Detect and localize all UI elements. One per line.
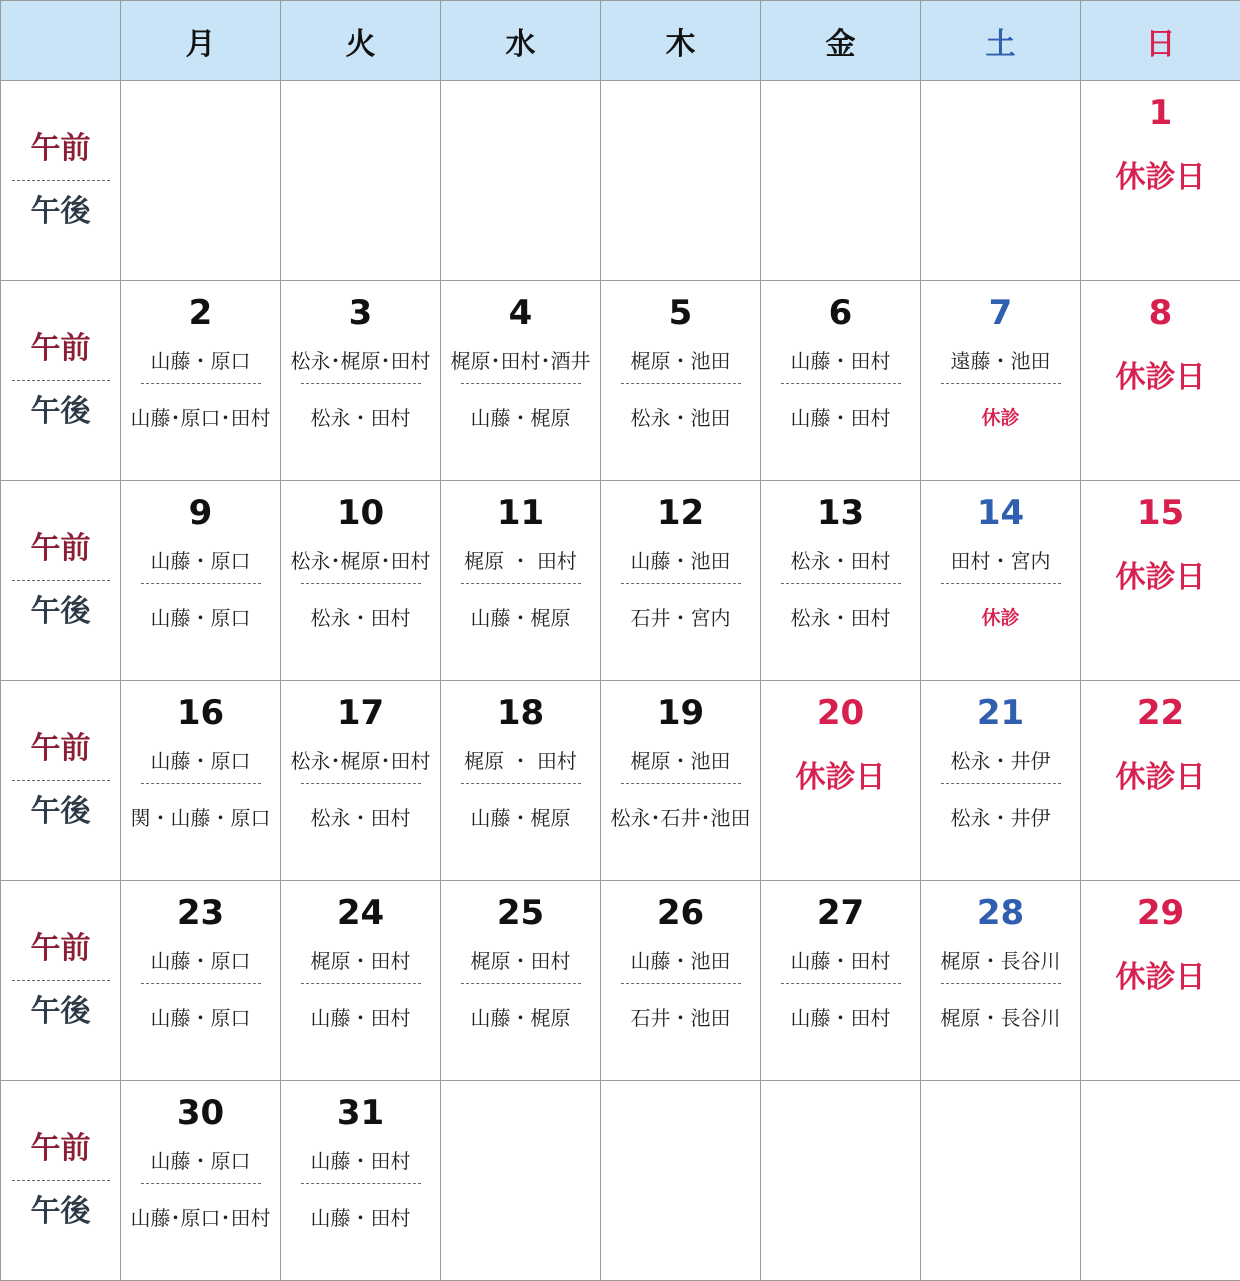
week-row (1, 481, 1240, 681)
row-label (1, 281, 120, 480)
day-cell (281, 481, 441, 681)
row-label-divider (12, 780, 110, 781)
date-number: 26 (656, 893, 705, 933)
am-doctors: 山藤・原口 (150, 749, 251, 773)
date-number: 1 (1148, 93, 1173, 133)
pm-doctors: 松永･石井･池田 (610, 806, 751, 830)
am-doctors: 山藤・田村 (310, 1149, 411, 1173)
empty-day-cell (121, 81, 281, 281)
pm-doctors: 松永・田村 (310, 606, 411, 630)
date-number: 14 (976, 493, 1025, 533)
closed-day (1081, 881, 1240, 1080)
am-doctors: 松永･梶原･田村 (290, 549, 431, 573)
empty-day-cell (601, 1081, 761, 1281)
pm-doctors: 山藤・田村 (790, 1006, 891, 1030)
closed-day-label: 休診日 (1115, 760, 1206, 795)
day-cell (121, 881, 281, 1081)
open-day (601, 881, 760, 1080)
day-cell (1081, 281, 1240, 481)
closed-day (1081, 281, 1240, 480)
row-label-cell (1, 281, 121, 481)
pm-doctors: 石井・宮内 (630, 606, 731, 630)
week-row (1, 881, 1240, 1081)
pm-doctors: 休診 (981, 407, 1020, 429)
pm-doctors: 松永・池田 (630, 406, 731, 430)
date-number: 27 (816, 893, 865, 933)
am-label: 午前 (30, 1131, 91, 1166)
date-number: 30 (176, 1093, 225, 1133)
am-doctors: 梶原 ・ 田村 (464, 549, 577, 573)
am-doctors: 山藤・原口 (150, 949, 251, 973)
day-cell (441, 881, 601, 1081)
am-pm-divider (941, 583, 1061, 584)
pm-doctors: 松永・田村 (310, 406, 411, 430)
row-label-divider (12, 980, 110, 981)
am-doctors: 梶原･田村･酒井 (450, 349, 591, 373)
empty-day-cell (761, 81, 921, 281)
open-day (441, 681, 600, 880)
am-doctors: 松永・井伊 (950, 749, 1051, 773)
day-cell (601, 281, 761, 481)
open-day (281, 481, 440, 680)
open-day (281, 881, 440, 1080)
date-number: 17 (336, 693, 385, 733)
weekday-header-row (1, 1, 1240, 81)
header-day-wed: 水 (441, 1, 601, 81)
date-number: 16 (176, 693, 225, 733)
pm-label: 午後 (30, 394, 91, 429)
closed-day-label: 休診日 (795, 760, 886, 795)
am-doctors: 松永･梶原･田村 (290, 749, 431, 773)
empty-day-cell (441, 81, 601, 281)
am-pm-divider (301, 583, 421, 584)
open-day (601, 481, 760, 680)
row-label-divider (12, 380, 110, 381)
open-day (441, 481, 600, 680)
pm-label: 午後 (30, 994, 91, 1029)
day-cell (921, 681, 1081, 881)
week-row (1, 1081, 1240, 1281)
open-day (281, 281, 440, 480)
empty-day-cell (921, 81, 1081, 281)
open-day (441, 881, 600, 1080)
am-label: 午前 (30, 131, 91, 166)
open-day (121, 681, 280, 880)
row-label (1, 1081, 120, 1280)
open-day (281, 1081, 440, 1280)
closed-day-label: 休診日 (1115, 160, 1206, 195)
day-cell (281, 881, 441, 1081)
am-pm-divider (301, 383, 421, 384)
day-cell (281, 281, 441, 481)
am-doctors: 山藤・田村 (790, 349, 891, 373)
row-label (1, 881, 120, 1080)
row-label-cell (1, 481, 121, 681)
day-cell (121, 481, 281, 681)
row-label-divider (12, 580, 110, 581)
open-day (601, 681, 760, 880)
date-number: 25 (496, 893, 545, 933)
am-pm-divider (141, 583, 261, 584)
header-day-fri: 金 (761, 1, 921, 81)
open-day (921, 881, 1080, 1080)
am-pm-divider (141, 383, 261, 384)
closed-day-label: 休診日 (1115, 560, 1206, 595)
open-day (761, 281, 920, 480)
am-pm-divider (301, 983, 421, 984)
empty-day-cell (281, 81, 441, 281)
open-day (121, 881, 280, 1080)
day-cell (921, 881, 1081, 1081)
am-doctors: 山藤・原口 (150, 1149, 251, 1173)
am-pm-divider (301, 783, 421, 784)
am-pm-divider (141, 1183, 261, 1184)
pm-doctors: 休診 (981, 607, 1020, 629)
open-day (601, 281, 760, 480)
am-pm-divider (781, 983, 901, 984)
am-doctors: 山藤・原口 (150, 349, 251, 373)
date-number: 2 (188, 293, 213, 333)
pm-doctors: 梶原・長谷川 (940, 1006, 1061, 1030)
date-number: 12 (656, 493, 705, 533)
open-day (441, 281, 600, 480)
open-day (761, 481, 920, 680)
am-doctors: 梶原・池田 (630, 749, 731, 773)
date-number: 9 (188, 493, 213, 533)
am-pm-divider (621, 383, 741, 384)
day-cell (441, 481, 601, 681)
date-number: 10 (336, 493, 385, 533)
open-day (921, 281, 1080, 480)
empty-day-cell (441, 1081, 601, 1281)
pm-doctors: 山藤・梶原 (470, 606, 571, 630)
date-number: 8 (1148, 293, 1173, 333)
date-number: 20 (816, 693, 865, 733)
am-pm-divider (941, 983, 1061, 984)
pm-doctors: 山藤･原口･田村 (130, 406, 271, 430)
pm-doctors: 山藤・田村 (790, 406, 891, 430)
day-cell (1081, 81, 1240, 281)
day-cell (121, 681, 281, 881)
pm-doctors: 山藤・梶原 (470, 1006, 571, 1030)
am-pm-divider (301, 1183, 421, 1184)
am-pm-divider (781, 383, 901, 384)
day-cell (281, 681, 441, 881)
date-number: 23 (176, 893, 225, 933)
day-cell (1081, 881, 1240, 1081)
am-doctors: 梶原・田村 (470, 949, 571, 973)
am-pm-divider (941, 383, 1061, 384)
am-doctors: 梶原 ・ 田村 (464, 749, 577, 773)
am-pm-divider (621, 783, 741, 784)
am-doctors: 遠藤・池田 (950, 349, 1051, 373)
am-doctors: 山藤・田村 (790, 949, 891, 973)
row-label-divider (12, 180, 110, 181)
week-row (1, 681, 1240, 881)
pm-label: 午後 (30, 1194, 91, 1229)
day-cell (121, 281, 281, 481)
day-cell (921, 281, 1081, 481)
date-number: 15 (1136, 493, 1185, 533)
date-number: 29 (1136, 893, 1185, 933)
am-doctors: 松永・田村 (790, 549, 891, 573)
open-day (921, 681, 1080, 880)
am-pm-divider (461, 383, 581, 384)
week-row (1, 281, 1240, 481)
row-label-divider (12, 1180, 110, 1181)
am-doctors: 山藤・池田 (630, 549, 731, 573)
am-pm-divider (781, 583, 901, 584)
day-cell (761, 281, 921, 481)
date-number: 13 (816, 493, 865, 533)
pm-doctors: 松永・田村 (790, 606, 891, 630)
header-corner (1, 1, 121, 81)
date-number: 5 (668, 293, 693, 333)
date-number: 6 (828, 293, 853, 333)
empty-day-cell (921, 1081, 1081, 1281)
day-cell (761, 481, 921, 681)
date-number: 7 (988, 293, 1013, 333)
day-cell (761, 681, 921, 881)
header-day-sun: 日 (1081, 1, 1240, 81)
am-pm-divider (621, 583, 741, 584)
am-doctors: 山藤・原口 (150, 549, 251, 573)
am-label: 午前 (30, 931, 91, 966)
empty-day-cell (1081, 1081, 1240, 1281)
day-cell (121, 1081, 281, 1281)
date-number: 21 (976, 693, 1025, 733)
day-cell (601, 681, 761, 881)
am-pm-divider (141, 783, 261, 784)
header-day-mon: 月 (121, 1, 281, 81)
header-day-tue: 火 (281, 1, 441, 81)
pm-label: 午後 (30, 594, 91, 629)
header-day-sat: 土 (921, 1, 1081, 81)
day-cell (281, 1081, 441, 1281)
pm-doctors: 石井・池田 (630, 1006, 731, 1030)
date-number: 18 (496, 693, 545, 733)
day-cell (601, 481, 761, 681)
day-cell (441, 281, 601, 481)
am-pm-divider (461, 983, 581, 984)
closed-day (1081, 81, 1240, 280)
empty-day-cell (601, 81, 761, 281)
row-label-cell (1, 881, 121, 1081)
date-number: 4 (508, 293, 533, 333)
header-day-thu: 木 (601, 1, 761, 81)
pm-doctors: 山藤・田村 (310, 1006, 411, 1030)
closed-day-label: 休診日 (1115, 360, 1206, 395)
date-number: 19 (656, 693, 705, 733)
am-pm-divider (461, 583, 581, 584)
day-cell (601, 881, 761, 1081)
am-label: 午前 (30, 731, 91, 766)
row-label-cell (1, 81, 121, 281)
date-number: 24 (336, 893, 385, 933)
am-doctors: 田村・宮内 (950, 549, 1051, 573)
am-doctors: 梶原・長谷川 (940, 949, 1061, 973)
day-cell (441, 681, 601, 881)
am-pm-divider (621, 983, 741, 984)
am-label: 午前 (30, 531, 91, 566)
open-day (281, 681, 440, 880)
row-label (1, 81, 120, 280)
pm-doctors: 松永・田村 (310, 806, 411, 830)
am-doctors: 山藤・池田 (630, 949, 731, 973)
am-doctors: 松永･梶原･田村 (290, 349, 431, 373)
date-number: 31 (336, 1093, 385, 1133)
date-number: 3 (348, 293, 373, 333)
pm-label: 午後 (30, 794, 91, 829)
am-doctors: 梶原・池田 (630, 349, 731, 373)
pm-doctors: 山藤･原口･田村 (130, 1206, 271, 1230)
open-day (121, 281, 280, 480)
open-day (761, 881, 920, 1080)
pm-doctors: 関・山藤・原口 (130, 806, 271, 830)
pm-doctors: 山藤・原口 (150, 606, 251, 630)
calendar-body (1, 81, 1240, 1281)
row-label-cell (1, 1081, 121, 1281)
pm-label: 午後 (30, 194, 91, 229)
empty-day-cell (761, 1081, 921, 1281)
pm-doctors: 山藤・原口 (150, 1006, 251, 1030)
closed-day (1081, 481, 1240, 680)
pm-doctors: 山藤・梶原 (470, 806, 571, 830)
closed-day-label: 休診日 (1115, 960, 1206, 995)
day-cell (1081, 481, 1240, 681)
am-pm-divider (941, 783, 1061, 784)
am-pm-divider (461, 783, 581, 784)
date-number: 22 (1136, 693, 1185, 733)
row-label (1, 481, 120, 680)
week-row (1, 81, 1240, 281)
date-number: 11 (496, 493, 545, 533)
pm-doctors: 山藤・梶原 (470, 406, 571, 430)
am-pm-divider (141, 983, 261, 984)
closed-day (1081, 681, 1240, 880)
open-day (121, 481, 280, 680)
am-doctors: 梶原・田村 (310, 949, 411, 973)
pm-doctors: 山藤・田村 (310, 1206, 411, 1230)
open-day (121, 1081, 280, 1280)
open-day (921, 481, 1080, 680)
pm-doctors: 松永・井伊 (950, 806, 1051, 830)
row-label-cell (1, 681, 121, 881)
day-cell (921, 481, 1081, 681)
closed-day (761, 681, 920, 880)
date-number: 28 (976, 893, 1025, 933)
day-cell (761, 881, 921, 1081)
day-cell (1081, 681, 1240, 881)
row-label (1, 681, 120, 880)
am-label: 午前 (30, 331, 91, 366)
